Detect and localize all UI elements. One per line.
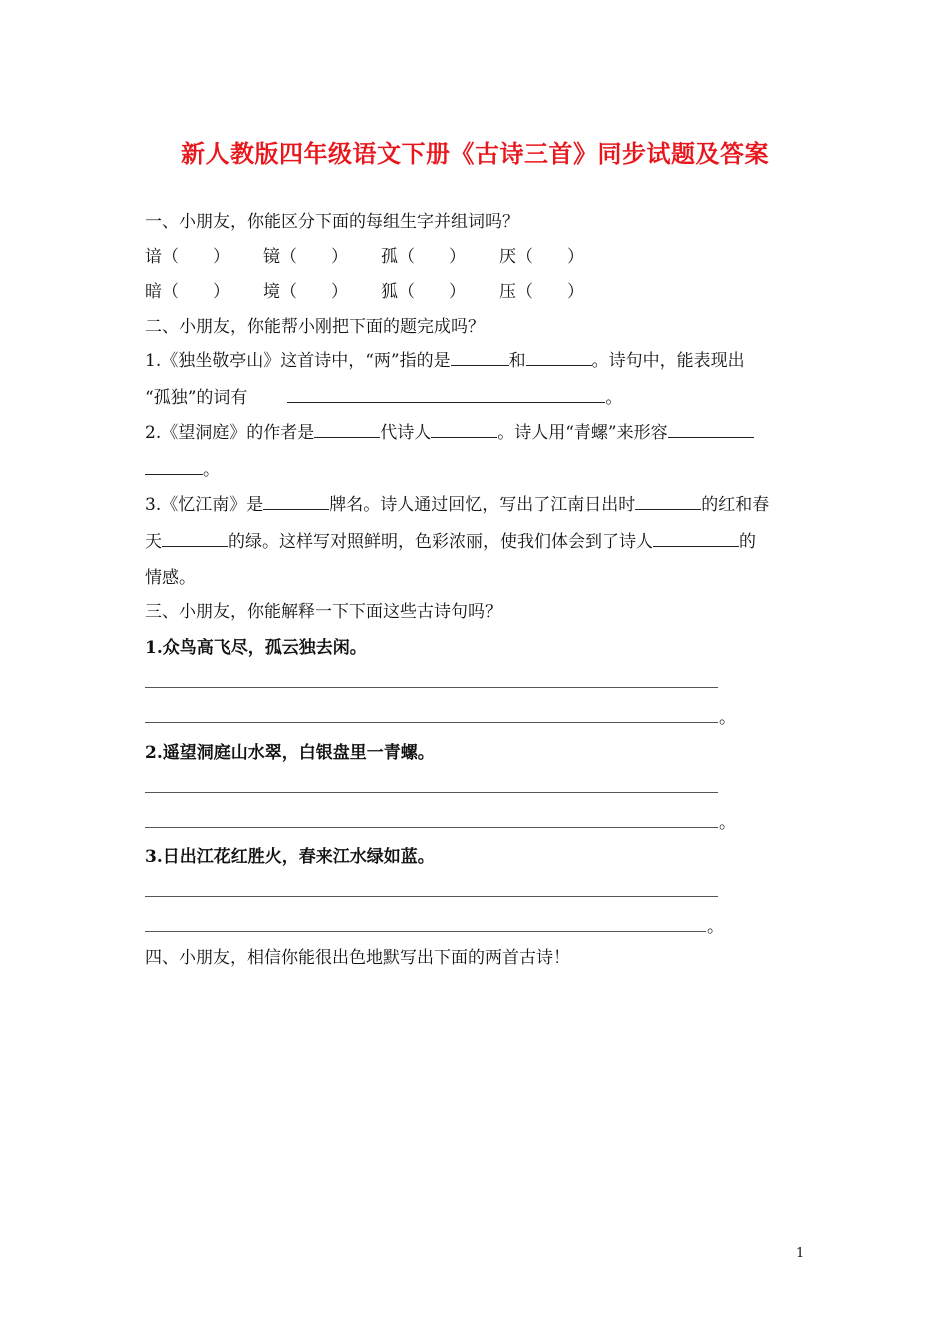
q2-item-1-text: 1.《独坐敬亭山》这首诗中，“两”指的是: [145, 351, 451, 371]
q1-heading: 一、小朋友，你能区分下面的每组生字并组词吗？: [145, 212, 519, 232]
answer-blank[interactable]: [287, 401, 605, 403]
end-mark: 。: [707, 917, 724, 937]
q1-cell: 暗（ ）: [145, 282, 230, 302]
q1-cell: 狐（ ）: [381, 282, 466, 302]
q2-item-2-cont: [145, 458, 220, 482]
answer-line[interactable]: [145, 687, 718, 688]
q1-cell: 谙（ ）: [145, 247, 230, 267]
q2-item-1: [145, 349, 745, 373]
q2-item-1-text: 。: [605, 388, 623, 408]
q3-poem-line-3: 3.日出江花红胜火，春来江水绿如蓝。: [145, 847, 435, 867]
q2-item-1-text: 和: [508, 351, 526, 371]
q3-poem-line-1: 1.众鸟高飞尽，孤云独去闲。: [145, 638, 367, 658]
q2-item-3-text: 牌名。诗人通过回忆，写出了江南日出时: [329, 495, 636, 515]
q3-poem-line-2: 2.遥望洞庭山水翠，白银盘里一青螺。: [145, 743, 435, 763]
q2-item-3-end: 情感。: [145, 568, 196, 588]
q2-item-2-text: 。: [203, 460, 220, 480]
q2-item-3-text: 的红和春: [701, 495, 770, 515]
q1-cell: 境（ ）: [263, 282, 348, 302]
q1-row-1: [145, 245, 617, 269]
q2-item-3-cont: [145, 530, 756, 554]
page-title: 新人教版四年级语文下册《古诗三首》同步试题及答案: [181, 139, 769, 168]
q1-cell: 压（ ）: [499, 282, 584, 302]
q2-heading: 二、小朋友，你能帮小刚把下面的题完成吗？: [145, 317, 485, 337]
answer-blank[interactable]: [314, 436, 380, 438]
end-mark: 。: [719, 813, 736, 833]
answer-line[interactable]: [145, 896, 718, 897]
answer-blank[interactable]: [635, 508, 701, 510]
q2-item-3-text: 3.《忆江南》是: [145, 495, 264, 515]
answer-blank[interactable]: [451, 364, 509, 366]
q3-heading: 三、小朋友，你能解释一下下面这些古诗句吗？: [145, 602, 502, 622]
answer-line[interactable]: [145, 722, 718, 723]
answer-line[interactable]: [145, 827, 718, 828]
q2-item-3-text: 天: [145, 532, 162, 552]
answer-blank[interactable]: [668, 436, 754, 438]
answer-blank[interactable]: [526, 364, 592, 366]
answer-line[interactable]: [145, 931, 706, 932]
q2-item-3-text: 的: [739, 532, 756, 552]
q1-cell: 孤（ ）: [381, 247, 466, 267]
answer-blank[interactable]: [162, 545, 228, 547]
q1-cell: 厌（ ）: [499, 247, 584, 267]
q2-item-3: [145, 493, 769, 517]
q1-row-2: [145, 280, 617, 304]
answer-blank[interactable]: [263, 508, 329, 510]
q4-heading: 四、小朋友，相信你能很出色地默写出下面的两首古诗！: [145, 948, 570, 968]
end-mark: 。: [719, 708, 736, 728]
q2-item-1-text: “孤独”的词有: [145, 388, 248, 408]
q2-item-2: [145, 421, 754, 445]
q2-item-1-text: 。诗句中，能表现出: [591, 351, 745, 371]
q2-item-3-text: 的绿。这样写对照鲜明，色彩浓丽，使我们体会到了诗人: [228, 532, 653, 552]
answer-blank[interactable]: [653, 545, 739, 547]
q1-cell: 镜（ ）: [263, 247, 348, 267]
q2-item-2-text: 2.《望洞庭》的作者是: [145, 423, 315, 443]
answer-blank[interactable]: [431, 436, 497, 438]
q2-item-1-cont: [145, 386, 622, 410]
q2-item-2-text: 。诗人用“青螺”来形容: [497, 423, 668, 443]
answer-blank[interactable]: [145, 473, 203, 475]
page-number: 1: [796, 1246, 805, 1261]
answer-line[interactable]: [145, 792, 718, 793]
q2-item-2-text: 代诗人: [380, 423, 432, 443]
